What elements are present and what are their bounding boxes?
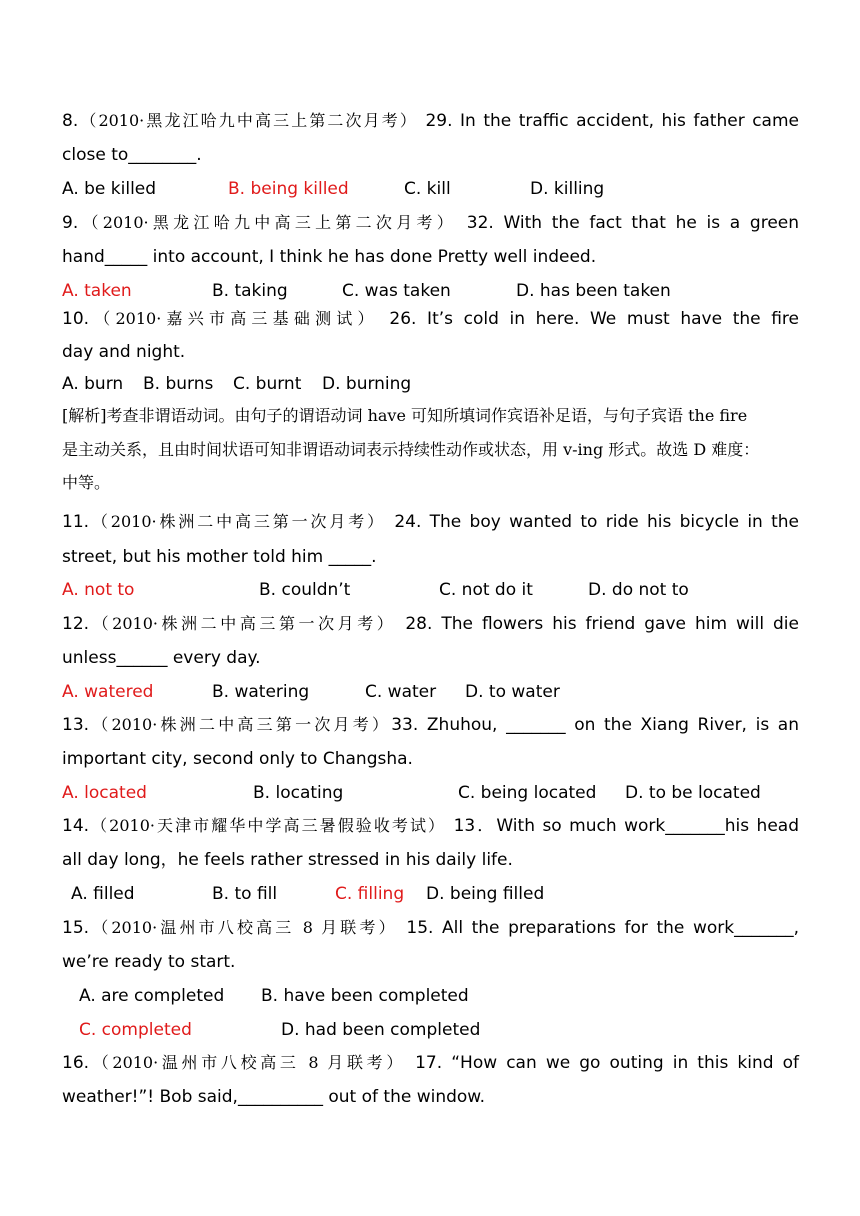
question-source: （2010·嘉兴市高三基础测试） bbox=[89, 309, 379, 328]
question-9-line-1: 9.（2010·黑龙江哈九中高三上第二次月考） 32. With the fact that he is a green bbox=[62, 213, 800, 233]
option-d: D. killing bbox=[530, 179, 605, 199]
option-b: B. locating bbox=[253, 783, 344, 803]
option-d: D. to water bbox=[465, 682, 560, 702]
analysis-line-1: [解析]考查非谓语动词。由句子的谓语动词 have 可知所填词作宾语补足语，与句子宾语 the fire bbox=[62, 406, 748, 425]
option-a-answer: A. not to bbox=[62, 580, 135, 600]
option-d: D. being filled bbox=[426, 884, 545, 904]
option-a-answer: A. taken bbox=[62, 281, 132, 301]
question-12-line-2: unless______ every day. bbox=[62, 648, 261, 668]
option-a-answer: A. located bbox=[62, 783, 147, 803]
option-d: D. has been taken bbox=[516, 281, 671, 301]
question-source: （2010·温州市八校高三 8 月联考） bbox=[89, 1053, 407, 1072]
option-b: B. burns bbox=[143, 374, 214, 394]
option-c-answer: C. completed bbox=[79, 1020, 192, 1040]
question-16-line-1: 16.（2010·温州市八校高三 8 月联考） 17. “How can we go outing in this kind of bbox=[62, 1053, 800, 1073]
analysis-line-2: 是主动关系，且由时间状语可知非谓语动词表示持续性动作或状态，用 v-ing 形式。故选 D 难度： bbox=[62, 440, 760, 459]
question-13-line-1: 13.（2010·株洲二中高三第一次月考）33. Zhuhou, _______ on the Xiang River, is an bbox=[62, 715, 799, 735]
option-b: B. to fill bbox=[212, 884, 278, 904]
question-13-line-2: important city, second only to Changsha. bbox=[62, 749, 413, 769]
option-a-answer: A. watered bbox=[62, 682, 154, 702]
option-d: D. burning bbox=[322, 374, 412, 394]
question-source: （2010·黑龙江哈九中高三上第二次月考） bbox=[78, 111, 418, 130]
question-11-line-2: street, but his mother told him _____. bbox=[62, 547, 377, 567]
question-source: （2010·株洲二中高三第一次月考） bbox=[89, 614, 397, 633]
option-b: B. taking bbox=[212, 281, 288, 301]
option-d: D. had been completed bbox=[281, 1020, 481, 1040]
question-15-line-1: 15.（2010·温州市八校高三 8 月联考） 15. All the preparations for the work_______, bbox=[62, 918, 799, 938]
question-14-line-1: 14.（2010·天津市耀华中学高三暑假验收考试） 13．With so much work_______his head bbox=[62, 816, 800, 836]
option-a: A. burn bbox=[62, 374, 124, 394]
option-c: C. not do it bbox=[439, 580, 533, 600]
question-14-line-2: all day long，he feels rather stressed in his daily life. bbox=[62, 850, 513, 870]
option-c: C. water bbox=[365, 682, 437, 702]
option-c-answer: C. filling bbox=[335, 884, 405, 904]
question-10-line-1: 10.（2010·嘉兴市高三基础测试） 26. It’s cold in here. We must have the fire bbox=[62, 309, 799, 329]
option-b: B. watering bbox=[212, 682, 310, 702]
option-c: C. was taken bbox=[342, 281, 451, 301]
option-d: D. do not to bbox=[588, 580, 689, 600]
option-c: C. burnt bbox=[233, 374, 302, 394]
question-9-line-2: hand_____ into account, I think he has done Pretty well indeed. bbox=[62, 247, 597, 267]
question-source: （2010·温州市八校高三 8 月联考） bbox=[89, 918, 398, 937]
question-10-line-2: day and night. bbox=[62, 342, 186, 362]
question-16-line-2: weather!”! Bob said,__________ out of the window. bbox=[62, 1087, 486, 1107]
option-c: C. kill bbox=[404, 179, 451, 199]
option-d: D. to be located bbox=[625, 783, 761, 803]
question-11-line-1: 11.（2010·株洲二中高三第一次月考） 24. The boy wanted to ride his bicycle in the bbox=[62, 512, 800, 532]
question-15-line-2: we’re ready to start. bbox=[62, 952, 236, 972]
option-a: A. are completed bbox=[79, 986, 225, 1006]
question-12-line-1: 12.（2010·株洲二中高三第一次月考） 28. The flowers his friend gave him will die bbox=[62, 614, 799, 634]
question-8-line-2: close to________. bbox=[62, 145, 202, 165]
option-b: B. have been completed bbox=[261, 986, 469, 1006]
option-c: C. being located bbox=[458, 783, 597, 803]
question-source: （2010·黑龙江哈九中高三上第二次月考） bbox=[78, 213, 458, 232]
option-a: A. filled bbox=[71, 884, 135, 904]
question-source: （2010·天津市耀华中学高三暑假验收考试） bbox=[89, 816, 447, 835]
question-8-line-1: 8.（2010·黑龙江哈九中高三上第二次月考） 29. In the traffic accident, his father came bbox=[62, 111, 799, 131]
analysis-line-3: 中等。 bbox=[62, 473, 111, 492]
question-source: （2010·株洲二中高三第一次月考） bbox=[89, 512, 387, 531]
question-source: （2010·株洲二中高三第一次月考） bbox=[89, 715, 392, 734]
option-b-answer: B. being killed bbox=[228, 179, 349, 199]
option-a: A. be killed bbox=[62, 179, 157, 199]
option-b: B. couldn’t bbox=[259, 580, 351, 600]
